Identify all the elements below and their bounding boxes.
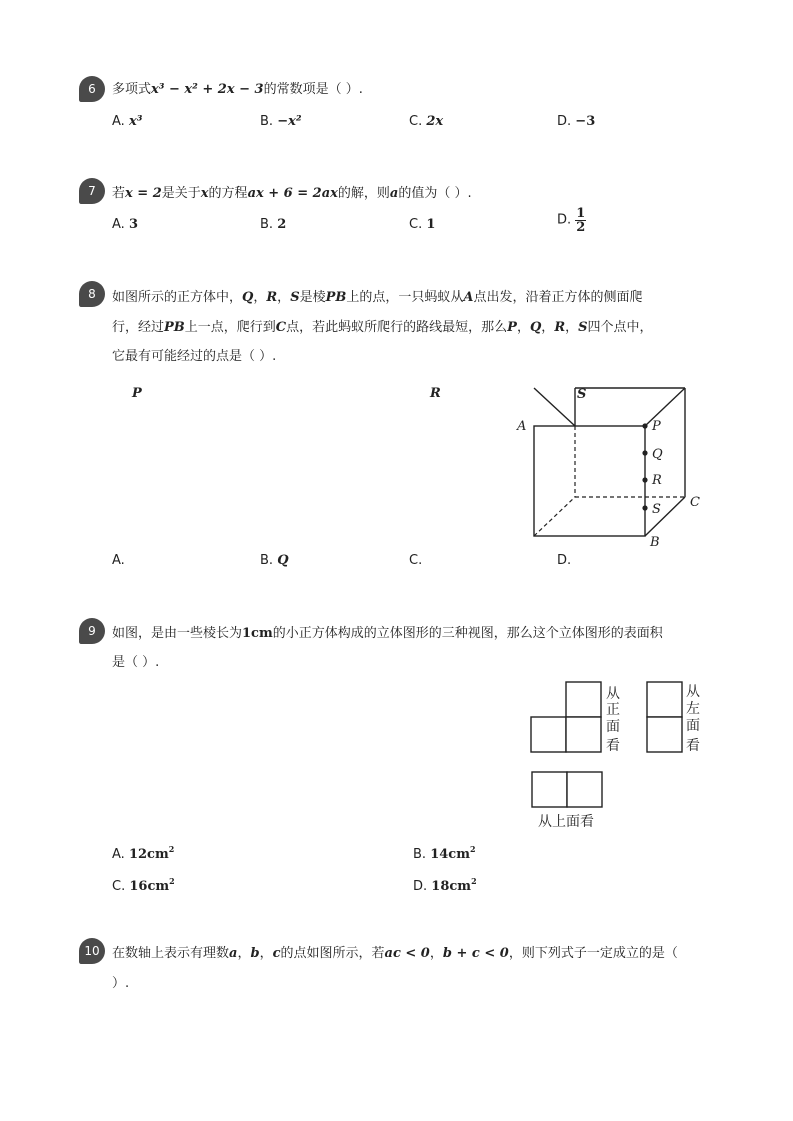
question-8-line-2: 行，经过PB上一点，爬行到C点，若此蚂蚁所爬行的路线最短，那么P，Q，R，S四个点中， bbox=[112, 320, 653, 335]
option-d[interactable]: D. −3 bbox=[557, 114, 596, 129]
fraction: $\frac{1}{2}$ bbox=[576, 206, 586, 235]
cube-edge bbox=[534, 388, 575, 426]
question-number-badge: 9 bbox=[79, 618, 105, 644]
cube-figure bbox=[510, 380, 710, 550]
option-a[interactable]: A. 3 bbox=[112, 217, 138, 232]
point-s bbox=[642, 505, 647, 510]
option-a[interactable]: A. bbox=[112, 553, 125, 568]
question-8-line-3: 它最有可能经过的点是（ ）. bbox=[112, 349, 277, 364]
question-9-line-1: 如图，是由一些棱长为1cm的小正方体构成的立体图形的三种视图，那么这个立体图形的表面积 bbox=[112, 626, 663, 641]
floating-label-r: R bbox=[430, 386, 441, 401]
cube-hidden-edge bbox=[534, 497, 575, 536]
option-a[interactable]: A. $12cm^2$ bbox=[112, 844, 175, 862]
top-view-square bbox=[532, 772, 567, 807]
question-number-badge: 6 bbox=[79, 76, 105, 102]
question-10-line-1: 在数轴上表示有理数a，b，c的点如图所示，若ac < 0，b + c < 0，则下列式子一定成立的是（ bbox=[112, 946, 678, 961]
question-number-badge: 8 bbox=[79, 281, 105, 307]
question-8-line-1: 如图所示的正方体中，Q，R，S是棱PB上的点，一只蚂蚁从A点出发，沿着正方体的侧面爬 bbox=[112, 290, 643, 305]
top-view-square bbox=[567, 772, 602, 807]
label-a: A bbox=[517, 419, 527, 434]
label-p: P bbox=[652, 419, 661, 434]
floating-label-p: P bbox=[132, 386, 142, 401]
option-d[interactable]: D. $18cm^2$ bbox=[413, 876, 477, 894]
option-b[interactable]: B. $14cm^2$ bbox=[413, 844, 476, 862]
label-b: B bbox=[650, 535, 660, 550]
option-b[interactable]: B. 2 bbox=[260, 217, 287, 232]
stem-text: 多项式 bbox=[112, 82, 152, 97]
left-view-square bbox=[647, 682, 682, 717]
cube-edge bbox=[645, 388, 685, 426]
option-c[interactable]: C. 1 bbox=[409, 217, 436, 232]
front-view-square bbox=[566, 717, 601, 752]
question-number-badge: 7 bbox=[79, 178, 105, 204]
left-view-square bbox=[647, 717, 682, 752]
label-s-top: S bbox=[577, 387, 587, 402]
point-r bbox=[642, 477, 647, 482]
stem-text: 的常数项是（ ）. bbox=[263, 82, 363, 97]
question-9-line-2: 是（ ）. bbox=[112, 655, 160, 670]
label-q: Q bbox=[652, 447, 663, 462]
question-6-stem bbox=[112, 80, 363, 100]
point-q bbox=[642, 450, 647, 455]
math-expression: x³ − x² + 2x − 3 bbox=[151, 82, 264, 97]
option-d[interactable]: D. bbox=[557, 553, 572, 568]
top-view-label: 从上面看 bbox=[538, 814, 594, 830]
front-view-square bbox=[531, 717, 566, 752]
option-a[interactable]: A. x³ bbox=[112, 114, 143, 129]
question-number-badge: 10 bbox=[79, 938, 105, 964]
front-view-square bbox=[566, 682, 601, 717]
question-10-line-2: ）. bbox=[112, 976, 130, 991]
option-d[interactable]: D. $\frac{1}{2}$ bbox=[557, 206, 586, 235]
point-p bbox=[642, 423, 647, 428]
option-c[interactable]: C. $16cm^2$ bbox=[112, 876, 175, 894]
label-r: R bbox=[652, 473, 662, 488]
question-7-stem: 若x = 2是关于x的方程ax + 6 = 2ax的解，则a的值为（ ）. bbox=[112, 186, 472, 201]
label-c: C bbox=[690, 495, 700, 510]
option-c[interactable]: C. 2x bbox=[409, 114, 444, 129]
option-c[interactable]: C. bbox=[409, 553, 423, 568]
cube-edge bbox=[645, 497, 685, 536]
option-b[interactable]: B. −x² bbox=[260, 114, 302, 129]
option-b[interactable]: B. Q bbox=[260, 553, 289, 568]
label-s: S bbox=[652, 502, 661, 517]
